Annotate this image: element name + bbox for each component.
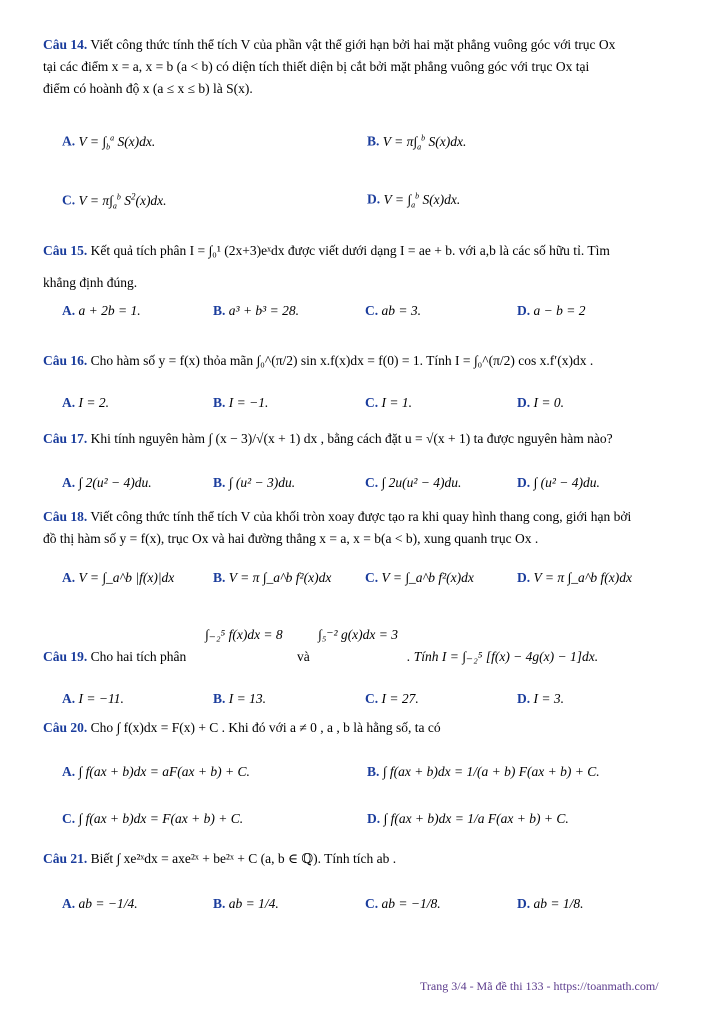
question-text: Biết ∫ xe²ˣdx = axe²ˣ + be²ˣ + C (a, b ∈ ℚ). Tính tích ab . xyxy=(90,851,397,866)
option-b xyxy=(213,472,295,494)
question-text: Viết công thức tính thể tích V của khối tròn xoay được tạo ra khi quay hình thang cong, giới hạn bởi xyxy=(90,509,632,524)
question-number: Câu 14. xyxy=(43,37,88,52)
option-d xyxy=(517,472,600,494)
option-c xyxy=(365,392,412,414)
option-b xyxy=(367,127,466,158)
option-label: C. xyxy=(62,811,76,826)
option-a xyxy=(62,761,250,783)
option-label: D. xyxy=(367,191,381,207)
option-d xyxy=(367,808,569,830)
question-14 xyxy=(43,34,688,100)
option-expression: ∫ f(ax + b)dx = aF(ax + b) + C. xyxy=(78,764,250,779)
option-label: B. xyxy=(213,570,226,585)
question-text: Cho hai tích phân xyxy=(90,649,187,664)
question-text xyxy=(407,646,598,668)
option-expression: ab = 1/4. xyxy=(228,896,279,911)
option-c xyxy=(365,893,441,915)
option-label: C. xyxy=(365,303,379,318)
option-expression: ∫ f(ax + b)dx = 1/(a + b) F(ax + b) + C. xyxy=(382,764,600,779)
option-label: A. xyxy=(62,896,76,911)
option-label: C. xyxy=(365,570,379,585)
option-label: D. xyxy=(517,475,531,490)
option-expression: ∫ 2u(u² − 4)du. xyxy=(381,475,462,490)
option-expression: I = 0. xyxy=(533,395,564,410)
question-text: Kết quả tích phân I = ∫₀¹ (2x+3)eˣdx được viết dưới dạng I = ae + b. với a,b là các số hữu tỉ. Tìm xyxy=(90,243,610,258)
option-d xyxy=(517,300,585,322)
question-text: Khi tính nguyên hàm ∫ (x − 3)/√(x + 1) dx , bằng cách đặt u = √(x + 1) ta được nguyên hàm nào? xyxy=(90,431,613,446)
question-16 xyxy=(43,350,688,372)
option-expression: I = 2. xyxy=(78,395,109,410)
option-b xyxy=(213,567,331,589)
option-expression: V = ∫_a^b |f(x)|dx xyxy=(78,570,175,585)
option-label: D. xyxy=(367,811,381,826)
question-expression: . Tính I = ∫₋₂⁵ [f(x) − 4g(x) − 1]dx. xyxy=(407,649,599,664)
option-a xyxy=(62,392,109,414)
option-expression: a³ + b³ = 28. xyxy=(228,303,299,318)
option-b xyxy=(213,300,299,322)
option-label: A. xyxy=(62,133,76,149)
option-expression: $V = \pi\int_a^b$ $S^2(x)dx$. xyxy=(78,191,167,211)
question-19 xyxy=(43,646,186,668)
question-number: Câu 21. xyxy=(43,851,88,866)
option-label: C. xyxy=(365,691,379,706)
option-label: A. xyxy=(62,303,76,318)
option-c xyxy=(62,808,243,830)
option-expression: V = ∫_a^b f²(x)dx xyxy=(381,570,474,585)
option-expression: a + 2b = 1. xyxy=(78,303,141,318)
option-label: A. xyxy=(62,395,76,410)
question-20 xyxy=(43,717,688,739)
option-expression: I = 27. xyxy=(381,691,419,706)
option-expression: ∫ f(ax + b)dx = 1/a F(ax + b) + C. xyxy=(383,811,569,826)
option-expression: $V = \int_b^a$ S(x)dx. xyxy=(78,133,156,152)
question-number: Câu 18. xyxy=(43,509,88,524)
option-expression: V = π ∫_a^b f(x)dx xyxy=(533,570,632,585)
integral-expression: ∫₋₂⁵ f(x)dx = 8 xyxy=(205,627,283,642)
option-expression: ∫ (u² − 4)du. xyxy=(533,475,600,490)
option-c xyxy=(365,567,474,589)
option-expression: ab = −1/8. xyxy=(381,896,441,911)
option-label: A. xyxy=(62,570,76,585)
integral-g xyxy=(318,624,398,646)
option-expression: ∫ (u² − 3)du. xyxy=(228,475,296,490)
question-text: khẳng định đúng. xyxy=(43,275,138,290)
option-expression: ab = 1/8. xyxy=(533,896,584,911)
option-label: D. xyxy=(517,303,531,318)
option-b xyxy=(367,761,600,783)
question-number: Câu 16. xyxy=(43,353,88,368)
option-label: A. xyxy=(62,475,76,490)
option-expression: I = 13. xyxy=(228,691,266,706)
question-21 xyxy=(43,848,688,870)
option-label: C. xyxy=(365,395,379,410)
option-label: D. xyxy=(517,691,531,706)
option-label: B. xyxy=(213,691,226,706)
conjunction: và xyxy=(297,649,310,664)
option-expression: I = −1. xyxy=(228,395,269,410)
option-c xyxy=(62,185,167,217)
option-label: B. xyxy=(367,133,380,149)
option-expression: ab = −1/4. xyxy=(78,896,138,911)
question-text: Cho hàm số y = f(x) thỏa mãn ∫₀^(π/2) sin x.f(x)dx = f(0) = 1. Tính I = ∫₀^(π/2) cos x.f′(x)dx . xyxy=(90,353,594,368)
option-label: B. xyxy=(213,303,226,318)
option-expression: ab = 3. xyxy=(381,303,421,318)
integral-f xyxy=(205,624,283,646)
question-17 xyxy=(43,428,688,450)
question-number: Câu 20. xyxy=(43,720,88,735)
option-b xyxy=(213,392,268,414)
question-text: tại các điểm x = a, x = b (a < b) có diện tích thiết diện bị cắt bởi mặt phẳng vuông góc với trục Ox tại xyxy=(43,59,590,74)
option-a xyxy=(62,472,152,494)
question-text: đồ thị hàm số y = f(x), trục Ox và hai đường thẳng x = a, x = b(a < b), xung quanh trục Ox . xyxy=(43,531,539,546)
question-text: Viết công thức tính thể tích V của phần vật thể giới hạn bởi hai mặt phẳng vuông góc với trục Ox xyxy=(90,37,616,52)
option-b xyxy=(213,688,266,710)
option-c xyxy=(365,300,421,322)
question-number: Câu 15. xyxy=(43,243,88,258)
question-text: điểm có hoành độ x (a ≤ x ≤ b) là S(x). xyxy=(43,81,253,96)
option-expression: I = 1. xyxy=(381,395,412,410)
option-d xyxy=(517,893,584,915)
option-label: B. xyxy=(367,764,380,779)
option-d xyxy=(517,688,564,710)
option-a xyxy=(62,127,155,158)
option-a xyxy=(62,300,141,322)
integral-expression: ∫₅⁻² g(x)dx = 3 xyxy=(318,627,399,642)
option-expression: ∫ f(ax + b)dx = F(ax + b) + C. xyxy=(78,811,244,826)
question-number: Câu 19. xyxy=(43,649,88,664)
option-c xyxy=(365,688,419,710)
question-15 xyxy=(43,240,688,294)
option-expression: $V = \pi\int_a^b$ S(x)dx. xyxy=(382,133,467,152)
option-d xyxy=(367,185,460,216)
option-d xyxy=(517,392,564,414)
option-label: A. xyxy=(62,691,76,706)
option-label: D. xyxy=(517,395,531,410)
page-footer: Trang 3/4 - Mã đề thi 133 - https://toanmath.com/ xyxy=(420,979,659,993)
option-a xyxy=(62,688,124,710)
option-label: A. xyxy=(62,764,76,779)
question-text: Cho ∫ f(x)dx = F(x) + C . Khi đó với a ≠ 0 , a , b là hằng số, ta có xyxy=(90,720,441,735)
option-expression: ∫ 2(u² − 4)du. xyxy=(78,475,152,490)
option-expression: a − b = 2 xyxy=(533,303,586,318)
option-label: B. xyxy=(213,395,226,410)
option-label: B. xyxy=(213,475,226,490)
option-c xyxy=(365,472,461,494)
option-expression: $V = \int_a^b$ S(x)dx. xyxy=(383,191,461,210)
option-expression: I = 3. xyxy=(533,691,564,706)
option-label: C. xyxy=(365,475,379,490)
option-a xyxy=(62,893,138,915)
option-label: D. xyxy=(517,896,531,911)
option-a xyxy=(62,567,174,589)
question-18 xyxy=(43,506,688,550)
option-label: B. xyxy=(213,896,226,911)
option-label: C. xyxy=(62,192,76,208)
option-expression: V = π ∫_a^b f²(x)dx xyxy=(228,570,332,585)
option-b xyxy=(213,893,279,915)
option-expression: I = −11. xyxy=(78,691,124,706)
option-d xyxy=(517,567,632,589)
option-label: D. xyxy=(517,570,531,585)
question-number: Câu 17. xyxy=(43,431,88,446)
option-label: C. xyxy=(365,896,379,911)
